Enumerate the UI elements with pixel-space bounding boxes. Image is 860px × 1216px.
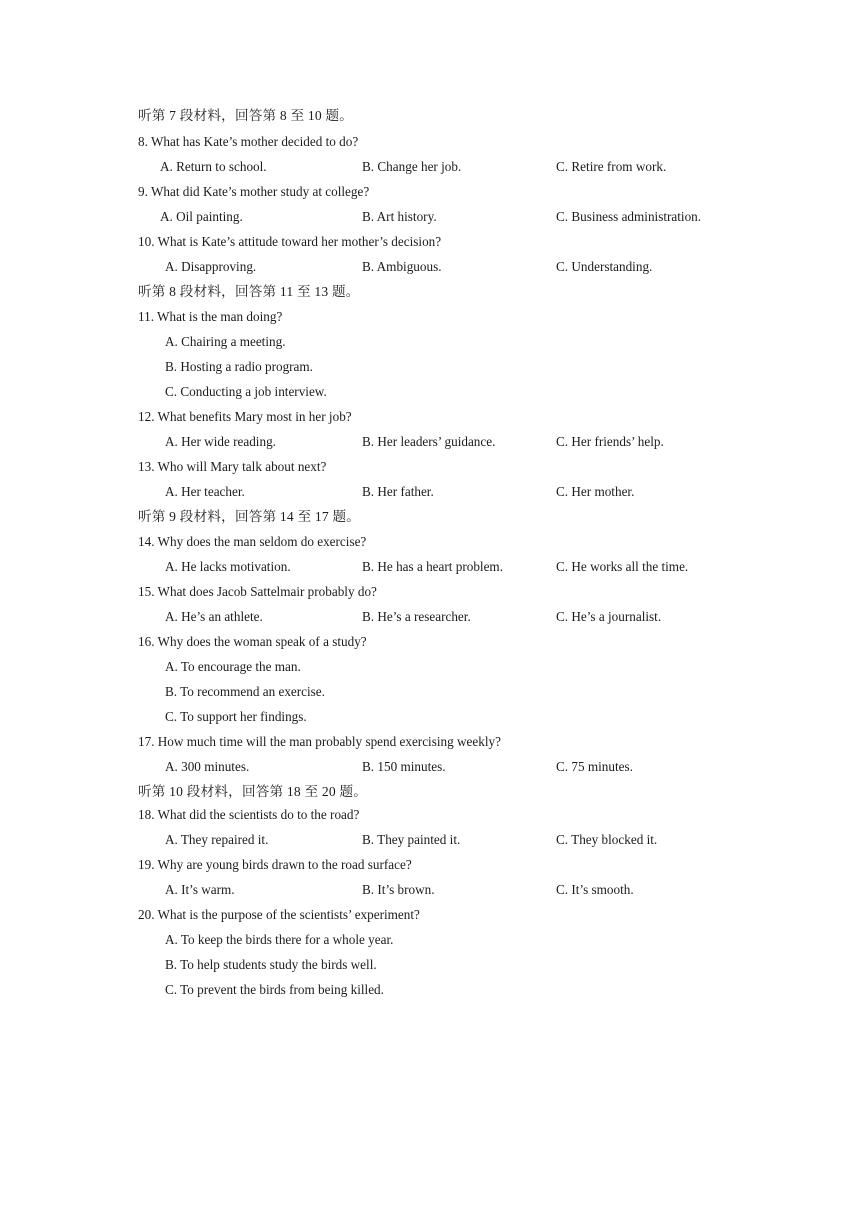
option-b: B. Ambiguous.	[362, 259, 442, 274]
question-11	[0, 305, 860, 329]
option-a: A. Oil painting.	[160, 209, 243, 224]
option-c: C. Her mother.	[556, 484, 635, 499]
option-a: A. He’s an athlete.	[165, 609, 263, 624]
option-b: B. He’s a researcher.	[362, 609, 471, 624]
question-12	[0, 405, 860, 429]
question-20-option-a	[0, 928, 860, 952]
option-a: A. Her wide reading.	[165, 434, 276, 449]
section-heading-8	[0, 280, 860, 304]
question-10	[0, 230, 860, 254]
option-b: B. Art history.	[362, 209, 437, 224]
question-16-option-a	[0, 655, 860, 679]
question-20-option-b	[0, 953, 860, 977]
option-c: C. Business administration.	[556, 209, 702, 224]
option-b: B. He has a heart problem.	[362, 559, 503, 574]
option-b: B. It’s brown.	[362, 882, 435, 897]
question-15-options	[0, 605, 860, 629]
question-11-option-b	[0, 355, 860, 379]
question-9-options	[0, 205, 860, 229]
question-18-options	[0, 828, 860, 852]
option-a: A. He lacks motivation.	[165, 559, 291, 574]
option-b: B. Her father.	[362, 484, 434, 499]
question-stem: 11. What is the man doing?	[138, 309, 283, 324]
option-c: C. To prevent the birds from being killed.	[165, 982, 384, 997]
question-11-option-a	[0, 330, 860, 354]
option-c: C. He works all the time.	[556, 559, 689, 574]
option-a: A. To encourage the man.	[165, 659, 301, 674]
option-b: B. To recommend an exercise.	[165, 684, 325, 699]
option-c: C. It’s smooth.	[556, 882, 634, 897]
question-8-options	[0, 155, 860, 179]
question-8	[0, 130, 860, 154]
question-stem: 8. What has Kate’s mother decided to do?	[138, 134, 359, 149]
option-c: C. Retire from work.	[556, 159, 667, 174]
question-14	[0, 530, 860, 554]
question-16-option-b	[0, 680, 860, 704]
question-12-options	[0, 430, 860, 454]
option-c: C. They blocked it.	[556, 832, 658, 847]
section-heading-text: 听第 8 段材料，回答第 11 至 13 题。	[138, 284, 360, 299]
question-stem: 16. Why does the woman speak of a study?	[138, 634, 367, 649]
question-19-options	[0, 878, 860, 902]
section-heading-9	[0, 505, 860, 529]
question-stem: 20. What is the purpose of the scientists’ experiment?	[138, 907, 420, 922]
question-stem: 19. Why are young birds drawn to the road surface?	[138, 857, 412, 872]
question-16-option-c	[0, 705, 860, 729]
option-a: A. Disapproving.	[165, 259, 257, 274]
question-stem: 17. How much time will the man probably spend exercising weekly?	[138, 734, 501, 749]
option-b: B. 150 minutes.	[362, 759, 446, 774]
question-17	[0, 730, 860, 754]
question-stem: 12. What benefits Mary most in her job?	[138, 409, 352, 424]
option-a: A. 300 minutes.	[165, 759, 250, 774]
section-heading-text: 听第 10 段材料，回答第 18 至 20 题。	[138, 784, 368, 799]
question-18	[0, 803, 860, 827]
question-13-options	[0, 480, 860, 504]
question-stem: 18. What did the scientists do to the road?	[138, 807, 360, 822]
question-stem: 15. What does Jacob Sattelmair probably do?	[138, 584, 377, 599]
question-stem: 10. What is Kate’s attitude toward her mother’s decision?	[138, 234, 442, 249]
question-stem: 13. Who will Mary talk about next?	[138, 459, 327, 474]
question-15	[0, 580, 860, 604]
option-a: A. Return to school.	[160, 159, 267, 174]
section-heading-10	[0, 780, 860, 804]
section-heading-7	[0, 104, 860, 128]
option-b: B. Hosting a radio program.	[165, 359, 313, 374]
option-c: C. To support her findings.	[165, 709, 307, 724]
question-stem: 9. What did Kate’s mother study at college?	[138, 184, 370, 199]
question-20	[0, 903, 860, 927]
section-heading-text: 听第 9 段材料，回答第 14 至 17 题。	[138, 509, 361, 524]
option-b: B. Change her job.	[362, 159, 462, 174]
option-a: A. Chairing a meeting.	[165, 334, 286, 349]
option-a: A. They repaired it.	[165, 832, 269, 847]
option-a: A. Her teacher.	[165, 484, 245, 499]
question-14-options	[0, 555, 860, 579]
question-11-option-c	[0, 380, 860, 404]
question-19	[0, 853, 860, 877]
question-stem: 14. Why does the man seldom do exercise?	[138, 534, 367, 549]
option-c: C. Conducting a job interview.	[165, 384, 327, 399]
option-b: B. Her leaders’ guidance.	[362, 434, 496, 449]
option-a: A. To keep the birds there for a whole year.	[165, 932, 394, 947]
question-20-option-c	[0, 978, 860, 1002]
option-b: B. They painted it.	[362, 832, 461, 847]
option-c: C. Understanding.	[556, 259, 653, 274]
section-heading-text: 听第 7 段材料，回答第 8 至 10 题。	[138, 108, 354, 123]
question-13	[0, 455, 860, 479]
question-10-options	[0, 255, 860, 279]
option-c: C. Her friends’ help.	[556, 434, 664, 449]
option-a: A. It’s warm.	[165, 882, 235, 897]
question-9	[0, 180, 860, 204]
question-17-options	[0, 755, 860, 779]
option-b: B. To help students study the birds well.	[165, 957, 377, 972]
option-c: C. He’s a journalist.	[556, 609, 662, 624]
question-16	[0, 630, 860, 654]
option-c: C. 75 minutes.	[556, 759, 633, 774]
